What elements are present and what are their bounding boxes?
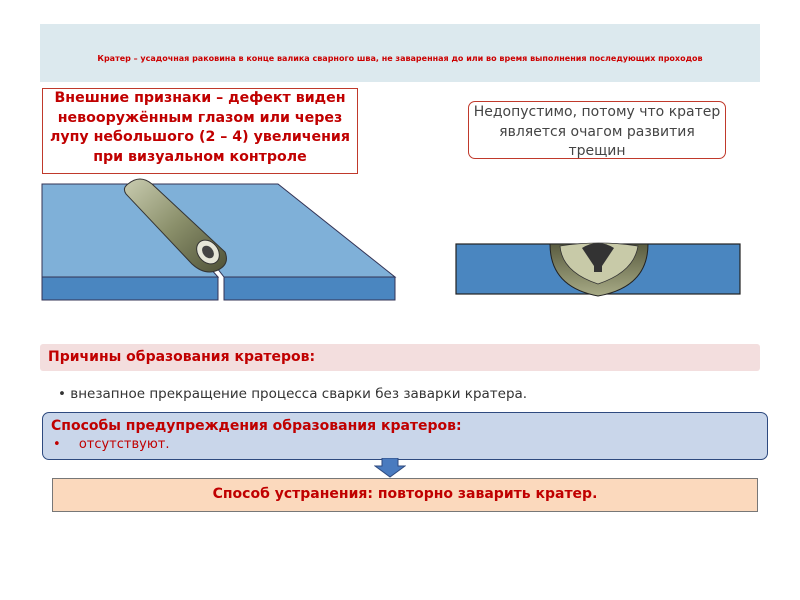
prevention-text: отсутствуют.	[78, 437, 170, 452]
title-bar	[40, 24, 760, 82]
unacceptable-box: Недопустимо, потому что кратер является очагом развития трещин	[468, 101, 726, 159]
weld-bead-illustration	[40, 172, 400, 327]
causes-heading: Причины образования кратеров:	[48, 349, 316, 365]
bullet-icon: •	[53, 437, 61, 452]
causes-heading-bar	[40, 344, 760, 371]
prevention-box	[42, 412, 768, 460]
fix-box: Способ устранения: повторно заварить кратер.	[52, 478, 758, 512]
slide-title: Кратер – усадочная раковина в конце валика сварного шва, не заваренная до или во время выполнения последующих проходов	[97, 54, 703, 63]
prevention-item	[53, 437, 169, 452]
down-arrow-icon	[374, 458, 406, 478]
cause-item	[58, 386, 527, 402]
external-signs-box: Внешние признаки – дефект виден невооружённым глазом или через лупу небольшого (2 – 4) увеличения при визуальном контроле	[42, 88, 358, 174]
plate-left-front	[42, 277, 218, 300]
bullet-icon: •	[58, 386, 66, 402]
prevention-heading: Способы предупреждения образования кратеров:	[51, 418, 462, 434]
cause-text: внезапное прекращение процесса сварки без заварки кратера.	[70, 386, 528, 402]
crater-cross-section	[452, 232, 744, 302]
plate-right-front	[224, 277, 395, 300]
